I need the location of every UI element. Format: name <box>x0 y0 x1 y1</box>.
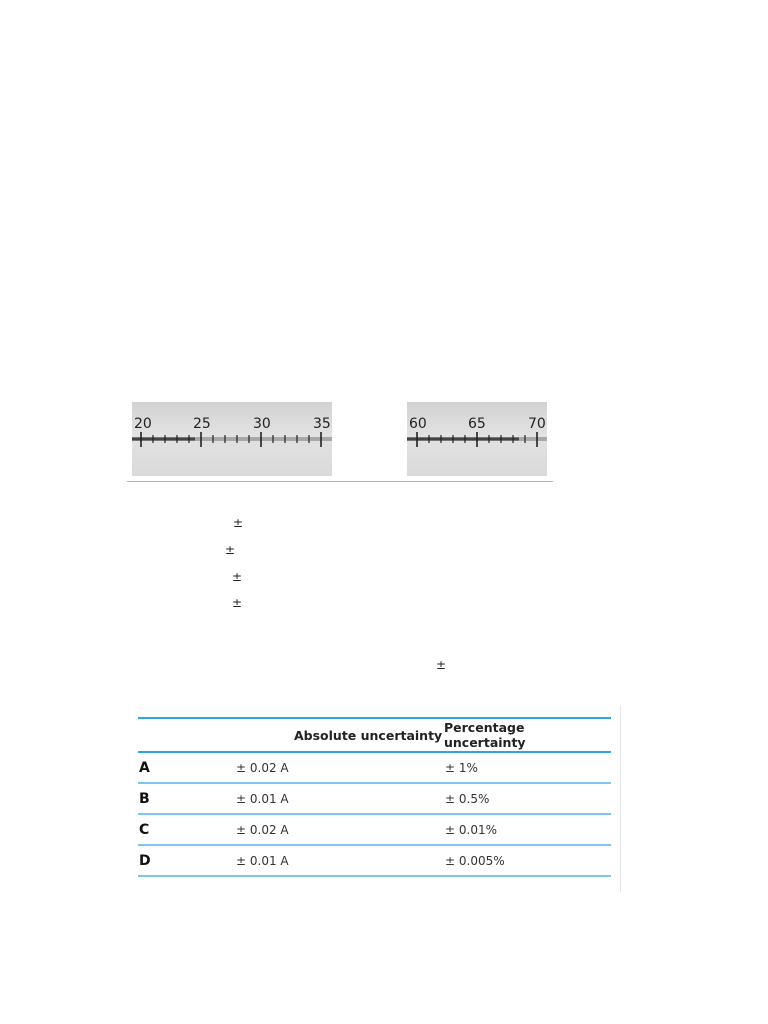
table-header-row <box>138 718 611 752</box>
table-row-c[interactable] <box>138 814 611 845</box>
plus-minus-symbol: ± <box>225 543 236 557</box>
tick-label: 35 <box>313 416 331 432</box>
plus-minus-symbol: ± <box>436 658 447 672</box>
tick-label: 70 <box>528 416 546 432</box>
percentage-uncertainty-cell: ± 0.005% <box>445 853 505 868</box>
plus-minus-symbol: ± <box>232 570 243 584</box>
table-side-divider <box>620 705 621 892</box>
percentage-uncertainty-cell: ± 0.5% <box>445 791 490 806</box>
meter-scale-left-graphic <box>132 402 332 476</box>
percentage-uncertainty-cell: ± 1% <box>445 760 478 775</box>
table-row-d[interactable] <box>138 845 611 876</box>
answer-options-table <box>138 717 611 877</box>
plus-minus-symbol: ± <box>233 516 244 530</box>
tick-label: 65 <box>468 416 486 432</box>
absolute-uncertainty-cell: ± 0.02 A <box>236 822 289 837</box>
absolute-uncertainty-cell: ± 0.01 A <box>236 791 289 806</box>
option-label: C <box>139 821 150 838</box>
header-percentage-uncertainty: Percentage uncertainty <box>444 720 526 750</box>
absolute-uncertainty-cell: ± 0.01 A <box>236 853 289 868</box>
tick-label: 30 <box>253 416 271 432</box>
tick-label: 25 <box>193 416 211 432</box>
tick-label: 20 <box>134 416 152 432</box>
figure-divider <box>127 481 553 482</box>
absolute-uncertainty-cell: ± 0.02 A <box>236 760 289 775</box>
header-option <box>138 718 235 752</box>
meter-scale-right-graphic <box>407 402 547 476</box>
header-absolute-uncertainty: Absolute uncertainty <box>294 727 443 743</box>
meter-scale-left <box>132 402 332 476</box>
option-label: B <box>139 790 150 807</box>
table-row-b[interactable] <box>138 783 611 814</box>
percentage-uncertainty-cell: ± 0.01% <box>445 822 497 837</box>
plus-minus-symbol: ± <box>232 596 243 610</box>
option-label: A <box>139 759 150 776</box>
meter-scale-right <box>407 402 547 476</box>
tick-label: 60 <box>409 416 427 432</box>
table-row-a[interactable] <box>138 752 611 783</box>
option-label: D <box>139 852 151 869</box>
